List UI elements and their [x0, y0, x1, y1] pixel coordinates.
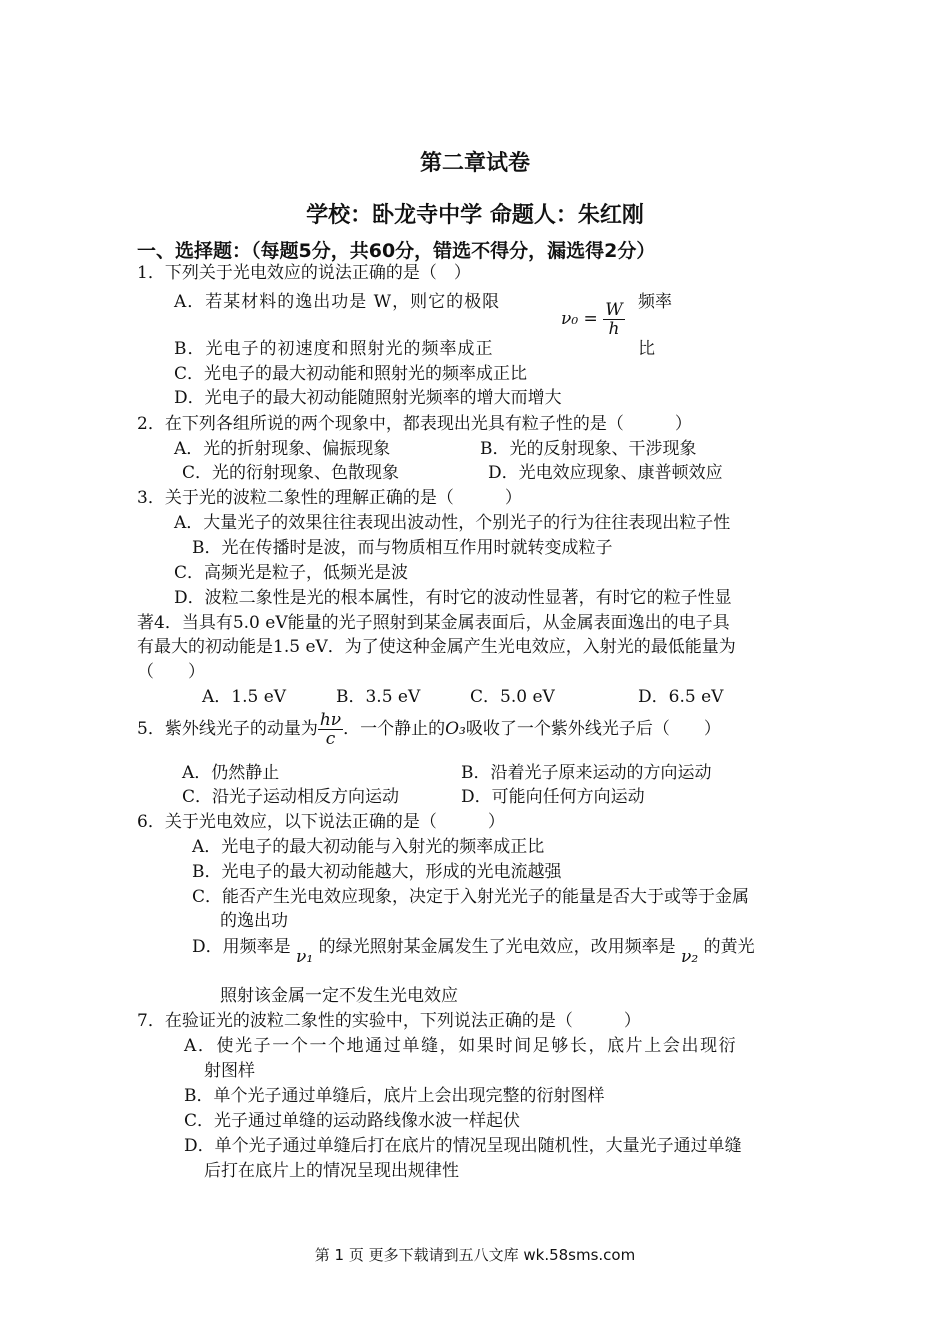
question-7-option-d-line-2: 后打在底片上的情况呈现出规律性 [204, 1161, 459, 1181]
question-1-option-c: C．光电子的最大初动能和照射光的频率成正比 [174, 364, 528, 384]
question-6-option-d-line-1 [192, 936, 755, 967]
question-3-option-d: D．波粒二象性是光的根本属性，有时它的波动性显著，有时它的粒子性显 [174, 588, 732, 608]
question-5-suffix: 吸收了一个紫外线光子后（ ） [465, 719, 721, 739]
question-5-molecule: O₃ [445, 719, 466, 739]
question-6-option-d-prefix: D．用频率是 [192, 937, 291, 957]
fraction-denominator: c [325, 729, 336, 749]
question-5-mid: ．一个静止的 [343, 719, 446, 739]
question-3-option-c: C．高频光是粒子，低频光是波 [174, 563, 409, 583]
formula-numerator: W [605, 300, 623, 320]
question-1-stem: 1．下列关于光电效应的说法正确的是（ ） [137, 263, 471, 283]
question-4-line-2: 有最大的初动能是1.5 eV．为了使这种金属产生光电效应，入射光的最低能量为 [137, 637, 736, 657]
question-5-prefix: 5．紫外线光子的动量为 [137, 719, 318, 739]
question-2-option-d: D．光电效应现象、康普顿效应 [488, 463, 723, 483]
question-5-option-b: B．沿着光子原来运动的方向运动 [461, 763, 712, 783]
section-heading: 一、选择题：（每题5分，共60分，错选不得分，漏选得2分） [137, 240, 656, 262]
question-2-option-b: B．光的反射现象、干涉现象 [480, 439, 697, 459]
question-7-stem: 7．在验证光的波粒二象性的实验中，下列说法正确的是（ ） [137, 1011, 641, 1031]
question-2-option-a: A．光的折射现象、偏振现象 [174, 439, 391, 459]
question-2-stem: 2．在下列各组所说的两个现象中，都表现出光具有粒子性的是（ ） [137, 414, 692, 434]
page-footer: 第 1 页 更多下载请到五八文库 wk.58sms.com [314, 1246, 636, 1264]
question-7-option-c: C．光子通过单缝的运动路线像水波一样起伏 [184, 1111, 521, 1131]
page-title: 第二章试卷 [419, 151, 530, 176]
question-4-option-c: C．5.0 eV [470, 687, 555, 707]
question-1-formula [561, 301, 625, 338]
question-6-stem: 6．关于光电效应，以下说法正确的是（ ） [137, 812, 505, 832]
question-6-option-d-suffix: 的黄光 [703, 937, 755, 957]
frequency-v1: ν₁ [296, 947, 314, 967]
question-4-line-1: 著4．当具有5.0 eV能量的光子照射到某金属表面后，从金属表面逸出的电子具 [137, 613, 730, 633]
question-4-option-a: A．1.5 eV [202, 687, 287, 707]
question-4-line-3: （ ） [137, 662, 205, 682]
fraction-numerator: hν [319, 710, 342, 730]
page-subtitle: 学校：卧龙寺中学 命题人：朱红刚 [306, 203, 644, 228]
frequency-v2: ν₂ [681, 947, 699, 967]
question-6-option-d-line-2: 照射该金属一定不发生光电效应 [220, 986, 458, 1006]
question-5-fraction [318, 711, 343, 748]
question-6-option-c-line-2: 的逸出功 [220, 911, 288, 931]
question-3-stem: 3．关于光的波粒二象性的理解正确的是（ ） [137, 488, 522, 508]
question-5-option-a: A．仍然静止 [182, 763, 280, 783]
question-3-option-a: A．大量光子的效果往往表现出波动性，个别光子的行为往往表现出粒子性 [174, 513, 731, 533]
question-6-option-a: A．光电子的最大初动能与入射光的频率成正比 [192, 837, 545, 857]
question-7-option-a-line-2: 射图样 [204, 1061, 255, 1081]
question-2-option-c: C．光的衍射现象、色散现象 [182, 463, 400, 483]
question-1-option-a: A．若某材料的逸出功是 W，则它的极限 [174, 292, 501, 312]
question-1-option-b-suffix: 比 [638, 339, 655, 359]
question-1-option-a-suffix: 频率 [638, 292, 672, 312]
question-6-option-d-mid: 的绿光照射某金属发生了光电效应，改用频率是 [318, 937, 676, 957]
formula-lhs: ν₀ = [561, 309, 598, 329]
question-5-option-c: C．沿光子运动相反方向运动 [182, 787, 400, 807]
question-7-option-d-line-1: D．单个光子通过单缝后打在底片的情况呈现出随机性，大量光子通过单缝 [184, 1136, 742, 1156]
question-3-option-b: B．光在传播时是波，而与物质相互作用时就转变成粒子 [192, 538, 613, 558]
question-1-option-d: D．光电子的最大初动能随照射光频率的增大而增大 [174, 388, 562, 408]
question-5-stem [137, 711, 721, 748]
question-7-option-b: B．单个光子通过单缝后，底片上会出现完整的衍射图样 [184, 1086, 605, 1106]
question-5-option-d: D．可能向任何方向运动 [461, 787, 645, 807]
question-7-option-a-line-1: A．使光子一个一个地通过单缝，如果时间足够长，底片上会出现衍 [184, 1036, 738, 1056]
question-1-option-b: B．光电子的初速度和照射光的频率成正 [174, 339, 494, 359]
question-4-option-d: D．6.5 eV [638, 687, 724, 707]
formula-fraction [603, 301, 624, 338]
question-6-option-b: B．光电子的最大初动能越大，形成的光电流越强 [192, 862, 562, 882]
formula-denominator: h [608, 319, 620, 339]
question-6-option-c-line-1: C．能否产生光电效应现象，决定于入射光光子的能量是否大于或等于金属 [192, 887, 750, 907]
question-4-option-b: B．3.5 eV [336, 687, 421, 707]
